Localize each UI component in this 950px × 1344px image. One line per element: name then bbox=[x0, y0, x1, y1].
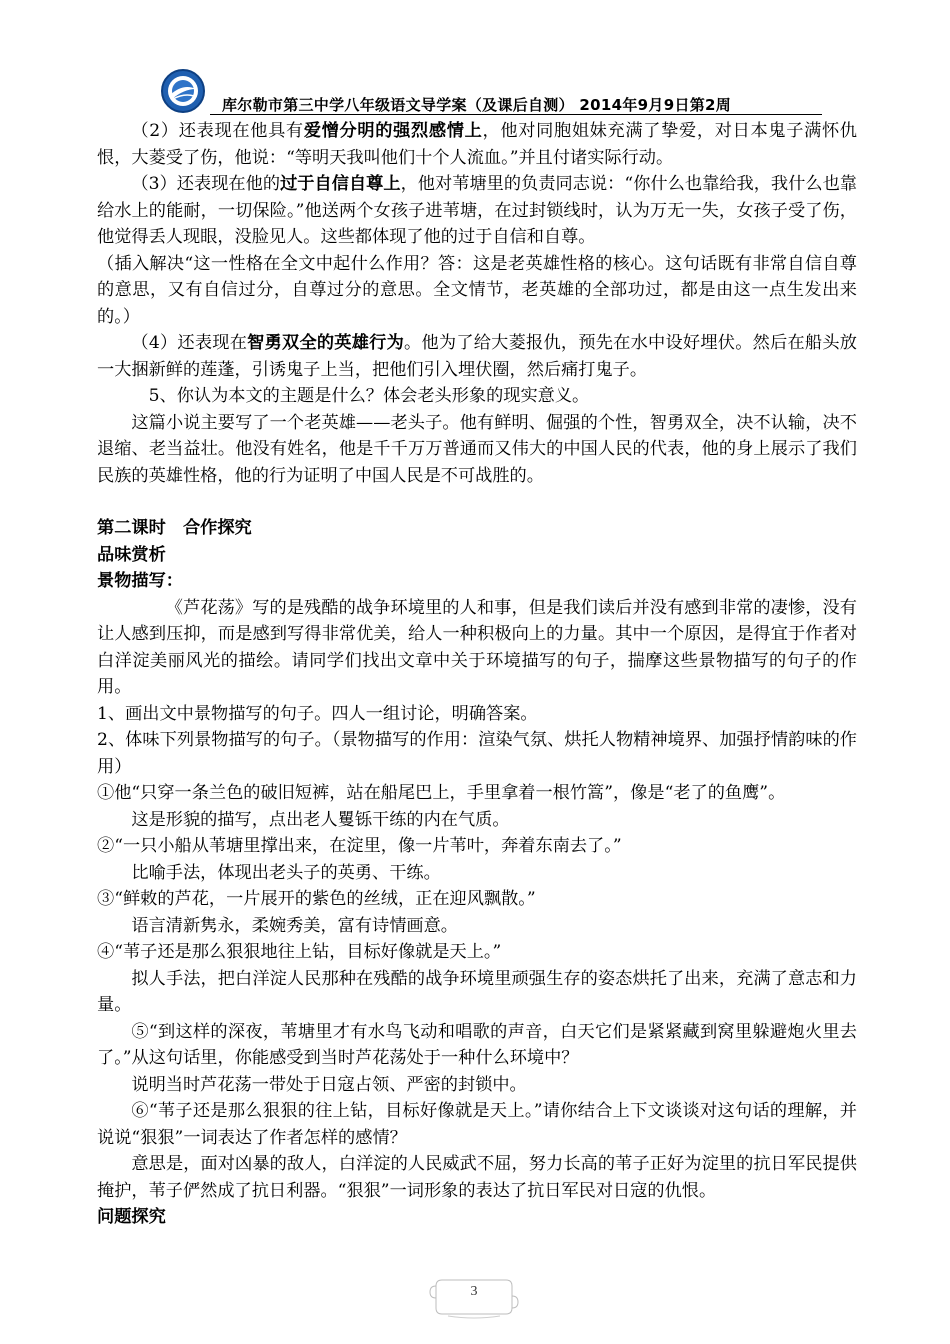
header-title: 库尔勒市第三中学八年级语文导学案（及课后自测） 2014年9月9日第2周 bbox=[222, 96, 732, 114]
paragraph-insert-note: （插入解决“这一性格在全文中起什么作用？答：这是老英雄性格的核心。这句话既有非常自信自尊的意思，又有自信过分，自尊过分的意思。全文情节，老英雄的全部功过，都是由这一点生发出来的。） bbox=[97, 253, 857, 327]
sentence-6: ⑥“苇子还是那么狠狠的往上钻，目标好像就是天上。”请你结合上下文谈谈对这句话的理解，并说说“狠狠”一词表达了作者怎样的感情？ bbox=[97, 1101, 857, 1148]
answer-6: 意思是，面对凶暴的敌人，白洋淀的人民威武不屈，努力长高的苇子正好为淀里的抗日军民提供掩护，苇子俨然成了抗日利器。“狠狠”一词形象的表达了抗日军民对日寇的仇恨。 bbox=[97, 1154, 857, 1201]
bold-text-run: 智勇双全的英雄行为 bbox=[247, 333, 405, 353]
sentence-1: ①他“只穿一条兰色的破旧短裤，站在船尾巴上，手里拿着一根竹篙”，像是“老了的鱼鹰”。 bbox=[97, 783, 786, 803]
page-header bbox=[160, 68, 840, 118]
sentence-5: ⑤“到这样的深夜，苇塘里才有水鸟飞动和唱歌的声音，白天它们是紧紧藏到窝里躲避炮火里去了。”从这句话里，你能感受到当时芦花荡处于一种什么环境中？ bbox=[97, 1021, 857, 1068]
text-run: （4）还表现在 bbox=[131, 333, 248, 353]
heading-scenery: 景物描写： bbox=[97, 571, 183, 591]
answer-2: 比喻手法，体现出老头子的英勇、干练。 bbox=[131, 862, 441, 883]
text-run: （2）还表现在他具有 bbox=[131, 121, 304, 141]
paragraph-point-2 bbox=[97, 118, 857, 171]
answer-4: 拟人手法，把白洋淀人民那种在残酷的战争环境里顽强生存的姿态烘托了出来，充满了意志和力量。 bbox=[97, 968, 857, 1015]
heading-appreciation: 品味赏析 bbox=[97, 544, 166, 565]
paragraph-point-3 bbox=[97, 171, 857, 251]
header-rule bbox=[210, 114, 822, 115]
page-number: 3 bbox=[470, 1284, 478, 1299]
text-run: 。他为了给大菱报仇，预先在水中设好埋伏。然后在船头放一大捆新鲜的莲蓬，引诱鬼子上当，把他们引入埋伏圈，然后痛打鬼子。 bbox=[97, 333, 857, 380]
paragraph-intro: 《芦花荡》写的是残酷的战争环境里的人和事，但是我们读后并没有感到非常的凄惨，没有让人感到压抑，而是感到写得非常优美，给人一种积极向上的力量。其中一个原因，是得宜于作者对白洋淀美丽风光的描绘。请同学们找出文章中关于环境描写的句子，揣摩这些景物描写的句子的作用。 bbox=[97, 597, 857, 697]
heading-problem-inquiry: 问题探究 bbox=[97, 1207, 166, 1227]
task-1: 1、画出文中景物描写的句子。四人一组讨论，明确答案。 bbox=[97, 703, 538, 724]
school-logo-icon bbox=[160, 68, 206, 114]
sentence-2: ②“一只小船从苇塘里撑出来，在淀里，像一片苇叶，奔着东南去了。” bbox=[97, 836, 622, 856]
paragraph-theme: 这篇小说主要写了一个老英雄——老头子。他有鲜明、倔强的个性，智勇双全，决不认输，决不退缩、老当益壮。他没有姓名，他是千千万万普通而又伟大的中国人民的代表，他的身上展示了我们民族的英雄性格，他的行为证明了中国人民是不可战胜的。 bbox=[97, 412, 857, 486]
sentence-4: ④“苇子还是那么狠狠地往上钻，目标好像就是天上。” bbox=[97, 942, 502, 962]
text-run: ，他对苇塘里的负责同志说：“你什么也靠给我，我什么也靠给水上的能耐，一切保险。”他送两个女孩子进苇塘，在过封锁线时，认为万无一失，女孩子受了伤，他觉得丢人现眼，没脸见人。这些都体现了他的过于自信和自尊。 bbox=[97, 174, 857, 247]
text-run: （3）还表现在他的 bbox=[131, 174, 281, 194]
task-2: 2、体味下列景物描写的句子。（景物描写的作用：渲染气氛、烘托人物精神境界、加强抒情韵味的作用） bbox=[97, 730, 857, 777]
text-run: ，他对同胞姐妹充满了挚爱，对日本鬼子满怀仇恨，大菱受了伤，他说：“等明天我叫他们十个人流血。”并且付诸实际行动。 bbox=[97, 121, 857, 168]
page-content bbox=[97, 118, 857, 1231]
bold-text-run: 过于自信自尊上 bbox=[280, 174, 401, 194]
sentence-3: ③“鲜敕的芦花，一片展开的紫色的丝绒，正在迎风飘散。” bbox=[97, 889, 536, 909]
question-5: 5、你认为本文的主题是什么？体会老头形象的现实意义。 bbox=[148, 386, 590, 406]
answer-1: 这是形貌的描写，点出老人矍铄干练的内在气质。 bbox=[131, 809, 510, 830]
answer-5: 说明当时芦花荡一带处于日寇占领、严密的封锁中。 bbox=[131, 1074, 527, 1095]
page-footer bbox=[428, 1272, 520, 1320]
section-title: 第二课时 合作探究 bbox=[97, 518, 252, 538]
bold-text-run: 爱憎分明的强烈感情上 bbox=[303, 121, 483, 141]
paragraph-point-4 bbox=[97, 330, 857, 383]
answer-3: 语言清新隽永，柔婉秀美，富有诗情画意。 bbox=[131, 915, 458, 936]
